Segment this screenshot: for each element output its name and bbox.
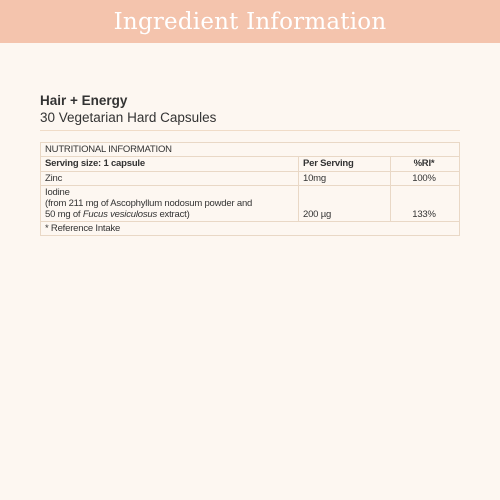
header-ri: %RI* bbox=[413, 158, 435, 169]
nutrition-table bbox=[40, 142, 460, 236]
nutrient-ri: 100% bbox=[412, 173, 436, 184]
nutrient-source-line2 bbox=[45, 209, 294, 220]
nutrient-source-line1: (from 211 mg of Ascophyllum nodosum powder and bbox=[45, 198, 253, 209]
table-title: NUTRITIONAL INFORMATION bbox=[45, 144, 172, 155]
divider bbox=[40, 130, 460, 131]
table-row bbox=[41, 171, 459, 185]
source-suffix: extract) bbox=[157, 209, 190, 220]
header-serving: Serving size: 1 capsule bbox=[41, 157, 299, 171]
banner-title: Ingredient Information bbox=[113, 8, 387, 35]
header-per-serving: Per Serving bbox=[299, 157, 391, 171]
nutrient-description bbox=[41, 186, 299, 221]
nutrient-amount: 10mg bbox=[299, 172, 391, 185]
table-row bbox=[41, 185, 459, 221]
header-banner bbox=[0, 0, 500, 43]
nutrient-name: Iodine bbox=[45, 187, 70, 198]
nutrient-ri: 133% bbox=[412, 209, 436, 220]
table-title-row bbox=[41, 143, 459, 156]
product-info bbox=[40, 93, 216, 127]
table-header-row bbox=[41, 156, 459, 171]
product-subtitle: 30 Vegetarian Hard Capsules bbox=[40, 110, 217, 125]
source-prefix: 50 mg of bbox=[45, 209, 83, 220]
product-name: Hair + Energy bbox=[40, 93, 128, 108]
footnote: * Reference Intake bbox=[45, 223, 121, 234]
source-species: Fucus vesiculosus bbox=[82, 209, 158, 220]
nutrient-name: Zinc bbox=[41, 172, 299, 185]
table-footnote-row bbox=[41, 221, 459, 235]
nutrient-amount: 200 µg bbox=[299, 186, 391, 221]
